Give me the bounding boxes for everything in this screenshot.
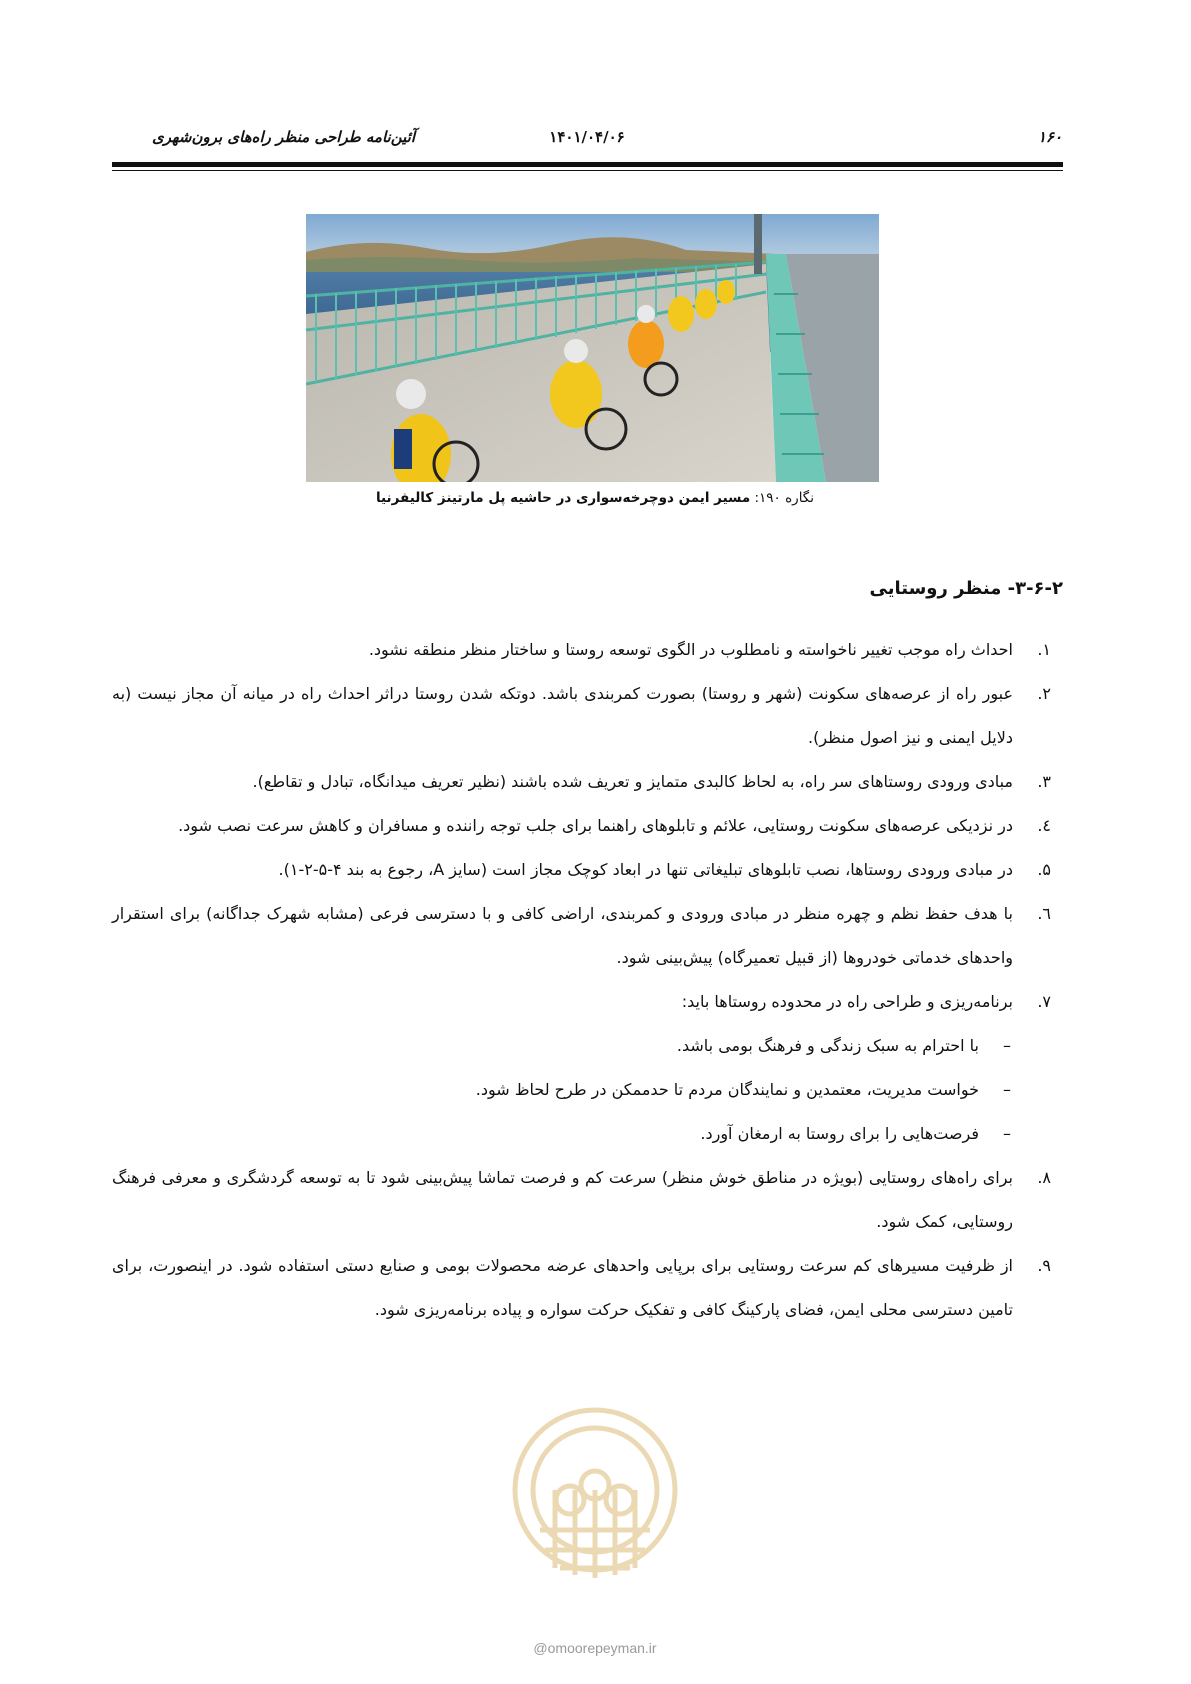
list-item — [112, 892, 1051, 980]
caption-text: مسیر ایمن دوچرخه‌سواری در حاشیه پل مارتینز کالیفرنیا — [375, 490, 751, 506]
item-number: ۱. — [1037, 640, 1051, 659]
section-heading: ۳-۶-۲- منظر روستایی — [869, 578, 1063, 599]
page-number: ۱۶۰ — [1037, 128, 1062, 146]
item-number: ۸. — [1037, 1168, 1051, 1187]
bridge-cyclists-illustration — [306, 214, 879, 482]
item-number: ٤. — [1037, 816, 1051, 835]
item-text: از ظرفیت مسیرهای کم سرعت روستایی برای برپایی واحدهای عرضه محصولات بومی و صنایع دستی استفاده شود. در اینصورت، برای تامین دسترسی محلی ایمن، فضای پارکینگ کافی و تفکیک حرکت سواره و پیاده برنامه‌ریزی شود. — [112, 1256, 1013, 1319]
header-rule-thick — [112, 162, 1063, 167]
sub-item-dash: – — [1003, 1036, 1011, 1055]
watermark-seal — [500, 1380, 690, 1610]
item-number: ۲. — [1037, 684, 1051, 703]
rules-list — [112, 628, 1051, 1332]
item-number: ۵. — [1037, 860, 1051, 879]
sub-item-dash: – — [1003, 1080, 1011, 1099]
item-number: ٦. — [1037, 904, 1051, 923]
item-number: ۹. — [1037, 1256, 1051, 1275]
list-item — [112, 980, 1051, 1024]
sub-item-text: با احترام به سبک زندگی و فرهنگ بومی باشد. — [676, 1036, 979, 1055]
watermark-site: @omoorepeyman.ir — [533, 1640, 657, 1656]
header-rule-thin — [112, 170, 1063, 171]
list-item — [112, 1244, 1051, 1332]
header-date: ۱۴۰۱/۰۴/۰۶ — [549, 128, 625, 146]
list-item — [112, 848, 1051, 892]
list-item — [112, 804, 1051, 848]
item-text: در مبادی ورودی روستاها، نصب تابلوهای تبلیغاتی تنها در ابعاد کوچک مجاز است (سایز A، رجوع به بند ۴-۵-۲-۱). — [278, 860, 1013, 879]
figure-caption — [200, 490, 990, 506]
item-text: برای راه‌های روستایی (بویژه در مناطق خوش منظر) سرعت کم و فرصت تماشا پیش‌بینی شود تا به توسعه گردشگری و معرفی فرهنگ روستایی، کمک شود. — [112, 1168, 1013, 1231]
sub-item-text: فرصت‌هایی را برای روستا به ارمغان آورد. — [700, 1124, 979, 1143]
sub-list-item — [112, 1068, 1051, 1112]
sub-item-dash: – — [1003, 1124, 1011, 1143]
item-text: مبادی ورودی روستاهای سر راه، به لحاظ کالبدی متمایز و تعریف شده باشند (نظیر تعریف میدانگاه، تبادل و تقاطع). — [252, 772, 1013, 791]
item-text: احداث راه موجب تغییر ناخواسته و نامطلوب در الگوی توسعه روستا و ساختار منظر منطقه نشود. — [368, 640, 1013, 659]
list-item — [112, 672, 1051, 760]
item-text: برنامه‌ریزی و طراحی راه در محدوده روستاها باید: — [681, 992, 1013, 1011]
document-title: آئین‌نامه طراحی منظر راه‌های برون‌شهری — [152, 128, 415, 146]
figure-photo — [306, 214, 879, 482]
item-number: ۷. — [1037, 992, 1051, 1011]
list-item — [112, 760, 1051, 804]
caption-label: نگاره ۱۹۰: — [754, 490, 815, 506]
sub-item-text: خواست مدیریت، معتمدین و نمایندگان مردم تا حدممکن در طرح لحاظ شود. — [475, 1080, 979, 1099]
item-text: با هدف حفظ نظم و چهره منظر در مبادی ورودی و کمربندی، اراضی کافی و با دسترسی فرعی (مشابه شهرک جداگانه) برای استقرار واحدهای خدماتی خودروها (از قبیل تعمیرگاه) پیش‌بینی شود. — [112, 904, 1013, 967]
item-number: ۳. — [1037, 772, 1051, 791]
page-header — [112, 128, 1062, 150]
sub-list-item — [112, 1024, 1051, 1068]
item-text: عبور راه از عرصه‌های سکونت (شهر و روستا) بصورت کمربندی باشد. دوتکه شدن روستا دراثر احداث راه در میانه آن مجاز نیست (به دلایل ایمنی و نیز اصول منظر). — [112, 684, 1013, 747]
item-text: در نزدیکی عرصه‌های سکونت روستایی، علائم و تابلوهای راهنما برای جلب توجه راننده و مسافران و کاهش سرعت نصب شود. — [178, 816, 1013, 835]
list-item — [112, 1156, 1051, 1244]
sub-list-item — [112, 1112, 1051, 1156]
list-item — [112, 628, 1051, 672]
